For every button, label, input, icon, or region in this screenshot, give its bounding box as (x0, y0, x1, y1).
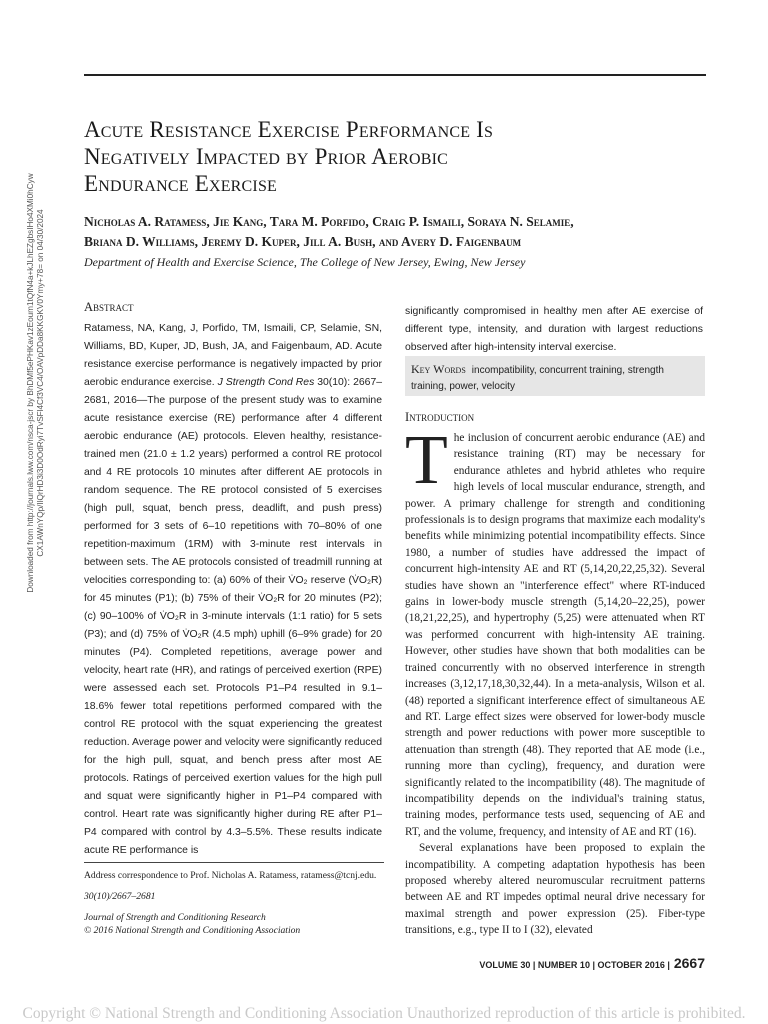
copyright-watermark: Copyright © National Strength and Conditioning Association Unauthorized reproduction of this article is prohibited. (22, 1005, 746, 1022)
download-note: Downloaded from http://journals.lww.com/nsca-jscr by BhDMf5ePHKav1zEoum1tQfN4a+kJLhEZgbsIHo4XMi0hCyw CX1AWnYQp/IlQrHD3i3D0OdRyi7TvSFl4Cf3VC4/OAVpDDa8KKGKV0Ymy+78= on 04/30/2024 (26, 173, 45, 593)
abstract-text (84, 320, 382, 860)
journal-copyright: © 2016 National Strength and Conditioning Association (84, 925, 301, 936)
footnotes (84, 869, 384, 937)
abstract-main: 30(10): 2667–2681, 2016—The purpose of the present study was to examine acute resistance exercise (RE) performance after 4 different aerobic endurance (AE) protocols. Eleven healthy, resistance-trained men (21.0 ± 1.2 years) performed a control RE protocol and 4 RE protocols 10 minutes after different AE protocols in random sequence. The RE protocol consisted of 5 exercises (high pull, squat, bench press, deadlift, and push press) performed for 3 sets of 6–10 repetitions with 70–80% of one repetition-maximum (1RM) with 3-minute rest intervals in between sets. The AE protocols consisted of treadmill running at velocities corresponding to: (a) 60% of their V̇O₂ reserve (V̇O₂R) for 45 minutes (P1); (b) 75% of their V̇O₂R for 20 minutes (P2); (c) 90–100% of V̇O₂R in 3-minute intervals (1:1 ratio) for 5 sets (P3); and (d) 75% of V̇O₂R (4.5 mph) uphill (6–9% grade) for 20 minutes (P4). Completed repetitions, average power and velocity, heart rate (HR), and ratings of perceived exertion (RPE) were assessed each set. Protocols P1–P4 resulted in 9.1–18.6% fewer total repetitions performed compared with the control RE protocol with the squat experiencing the greatest reduction. Average power and velocity were significantly reduced for the high pull, squat, and bench press after most AE protocols. Ratings of perceived exertion values for the high pull and squat were significantly higher in P1–P4 compared with control. Heart rate was significantly higher during RE after P1–P4 compared with control by 4.3–5.5%. These results indicate acute RE performance is (84, 377, 382, 856)
correspondence-note: Address correspondence to Prof. Nicholas A. Ratamess, ratamess@tcnj.edu. (84, 870, 377, 881)
author-list (84, 212, 724, 252)
abstract-heading: Abstract (84, 300, 134, 314)
keywords-text: incompatibility, concurrent training, strength training, power, velocity (411, 365, 664, 392)
introduction-heading: Introduction (405, 410, 475, 424)
top-rule (84, 74, 706, 76)
page-footer (405, 955, 705, 971)
footnote-rule (84, 862, 384, 863)
article-title (84, 116, 724, 197)
title-line: Negatively Impacted by Prior Aerobic (84, 144, 448, 169)
page-number: 2667 (673, 955, 705, 971)
journal-abbrev: J Strength Cond Res (217, 377, 315, 388)
abstract-citation: Ratamess, NA, Kang, J, Porfido, TM, Ismaili, CP, Selamie, SN, Williams, BD, Kuper, JD, Bush, JA, and Faigenbaum, AD. Acute resistance exercise performance is negatively impacted by prior aerobic endurance exercise. (84, 323, 382, 388)
author-line: Nicholas A. Ratamess, Jie Kang, Tara M. Porfido, Craig P. Ismaili, Soraya N. Selamie, (84, 214, 574, 229)
title-line: Acute Resistance Exercise Performance Is (84, 117, 494, 142)
keywords-box (405, 356, 705, 396)
intro-paragraph: Several explanations have been proposed to explain the incompatibility. A competing adaptation hypothesis has been proposed whereby altered neuromuscular recruitment patterns between AE and RT impedes optimal neural drive necessary for maximal strength and power expression (25). Fiber-type transitions, e.g., type II to I (32), elevated (405, 842, 705, 937)
abstract-continued: significantly compromised in healthy men after AE exercise of different type, intensity, and duration with largest reductions observed after high-intensity interval exercise. (405, 306, 703, 353)
issue-info: VOLUME 30 | NUMBER 10 | OCTOBER 2016 | (479, 960, 670, 970)
author-line: Briana D. Williams, Jeremy D. Kuper, Jill A. Bush, and Avery D. Faigenbaum (84, 234, 522, 249)
doi-note: 30(10)/2667–2681 (84, 891, 156, 902)
title-line: Endurance Exercise (84, 171, 278, 196)
journal-name: Journal of Strength and Conditioning Research (84, 912, 266, 923)
introduction-text (405, 422, 705, 939)
drop-cap: T (405, 422, 448, 499)
affiliation: Department of Health and Exercise Science, The College of New Jersey, Ewing, New Jersey (84, 255, 526, 269)
keywords-label: Key Words (411, 362, 466, 376)
intro-paragraph: The inclusion of concurrent aerobic endurance (AE) and resistance training (RT) may be necessary for endurance athletes and hybrid athletes who require high levels of local muscular endurance, strength, and power. A primary challenge for strength and conditioning professionals is to design programs that maximize each modality's benefits while minimizing potential incompatibility effects. Since 1980, a number of studies have addressed the impact of concurrent high-intensity AE and RT (5,14,20,22,25,32). Several studies have shown an "interference effect" where RT-induced gains in lower-body muscle strength (5,14,20–22,25), power (18,21,22,25), and hypertrophy (5,25) were attenuated when RT was performed concurrent with high-intensity AE training. However, other studies have shown that both modalities can be trained concurrently with no observed interference in strength increases (3,12,17,18,30,32,44). In a meta-analysis, Wilson et al. (48) reported a significant interference effect of simultaneous AE and RT. Large effect sizes were observed for lower-body muscle strength and power reductions with power more susceptible to attenuation than strength (48). They reported that AE mode (i.e., running more than cycling), frequency, and duration were significantly related to the incompatibility (48). The magnitude of incompatibility depends on the individual's training status, training modes, performance tests used, sequencing of AE and RT, and the volume, frequency, and intensity of AE and RT (16). (405, 422, 705, 838)
